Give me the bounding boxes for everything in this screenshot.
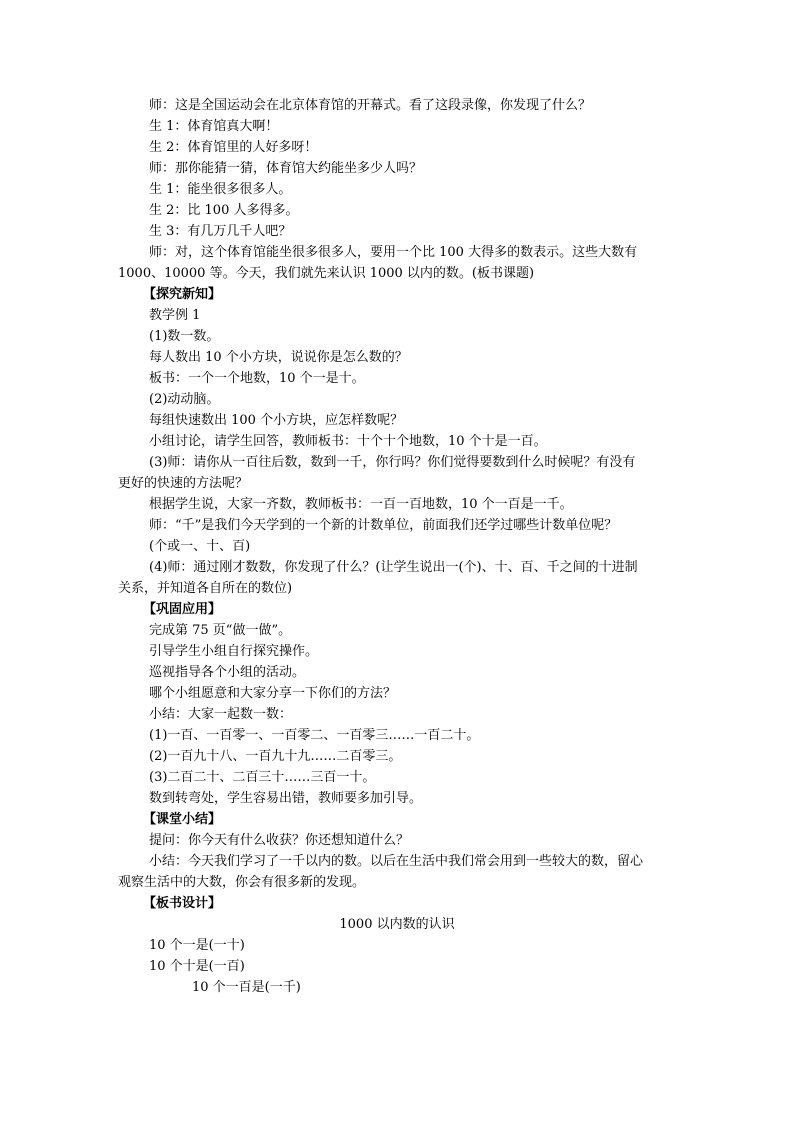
paragraph-line: 根据学生说，大家一齐数，教师板书：一百一百地数，10 个一百是一千。 [149, 497, 573, 512]
dialogue-line: 生 2：体育馆里的人好多呀！ [149, 140, 318, 155]
section-heading-board: 【板书设计】 [143, 896, 222, 911]
paragraph-line: 提问：你今天有什么收获？你还想知道什么？ [149, 833, 410, 848]
paragraph-line: 每人数出 10 个小方块，说说你是怎么数的？ [149, 350, 408, 365]
paragraph-line: (4)师：通过刚才数数，你发现了什么？(让学生说出一(个)、十、百、千之间的十进制 [149, 560, 638, 575]
paragraph-line: 数到转弯处，学生容易出错，教师要多加引导。 [149, 791, 423, 806]
paragraph-line: 小组讨论，请学生回答，教师板书：十个十个地数，10 个十是一百。 [149, 434, 547, 449]
paragraph-line: 小结：大家一起数一数： [149, 707, 293, 722]
dialogue-line: 生 1：能坐很多很多人。 [149, 182, 292, 197]
paragraph-line: 教学例 1 [149, 308, 201, 323]
paragraph-line-continued: 更好的快速的方法呢？ [118, 476, 249, 491]
paragraph-line: 哪个小组愿意和大家分享一下你们的方法？ [149, 686, 397, 701]
dialogue-line: 生 2：比 100 人多得多。 [149, 203, 299, 218]
paragraph-line: 巡视指导各个小组的活动。 [149, 665, 306, 680]
paragraph-line: 小结：今天我们学习了一千以内的数。以后在生活中我们常会用到一些较大的数，留心 [149, 854, 644, 869]
paragraph-line: (1)一百、一百零一、一百零二、一百零三……一百二十。 [149, 728, 480, 743]
section-heading-summary: 【课堂小结】 [143, 812, 222, 827]
dialogue-line: 生 1：体育馆真大啊！ [149, 119, 279, 134]
paragraph-line-continued: (个或一、十、百) [149, 539, 251, 554]
paragraph-line: 板书：一个一个地数，10 个一是十。 [149, 371, 365, 386]
board-line: 10 个一是(一十) [149, 938, 245, 953]
paragraph-line: (2)动动脑。 [149, 392, 220, 407]
board-line: 10 个一百是(一千) [192, 980, 301, 995]
dialogue-line: 师：那你能猜一猜，体育馆大约能坐多少人吗？ [149, 161, 423, 176]
paragraph-line: 每组快速数出 100 个小方块，应怎样数呢？ [149, 413, 404, 428]
dialogue-line-continued: 1000、10000 等。今天，我们就先来认识 1000 以内的数。(板书课题) [118, 266, 535, 281]
paragraph-line: (3)二百二十、二百三十……三百一十。 [149, 770, 376, 785]
dialogue-line: 生 3：有几万几千人吧？ [149, 224, 292, 239]
paragraph-line-continued: 关系，并知道各自所在的数位) [118, 581, 293, 596]
paragraph-line: (2)一百九十八、一百九十九……二百零三。 [149, 749, 402, 764]
section-heading-explore: 【探究新知】 [143, 287, 222, 302]
paragraph-line: (3)师：请你从一百往后数，数到一千，你行吗？你们觉得要数到什么时候呢？有没有 [149, 455, 636, 470]
dialogue-line: 师：这是全国运动会在北京体育馆的开幕式。看了这段录像，你发现了什么？ [149, 98, 592, 113]
board-title: 1000 以内数的认识 [339, 917, 455, 932]
section-heading-practice: 【巩固应用】 [143, 602, 222, 617]
paragraph-line: 引导学生小组自行探究操作。 [149, 644, 319, 659]
paragraph-line-continued: 观察生活中的大数，你会有很多新的发现。 [118, 875, 366, 890]
paragraph-line: 师：“千”是我们今天学到的一个新的计数单位，前面我们还学过哪些计数单位呢？ [149, 518, 618, 533]
paragraph-line: (1)数一数。 [149, 329, 220, 344]
board-line: 10 个十是(一百) [149, 959, 245, 974]
paragraph-line: 完成第 75 页“做一做”。 [149, 623, 292, 638]
dialogue-line: 师：对，这个体育馆能坐很多很多人，要用一个比 100 大得多的数表示。这些大数有 [149, 245, 638, 260]
